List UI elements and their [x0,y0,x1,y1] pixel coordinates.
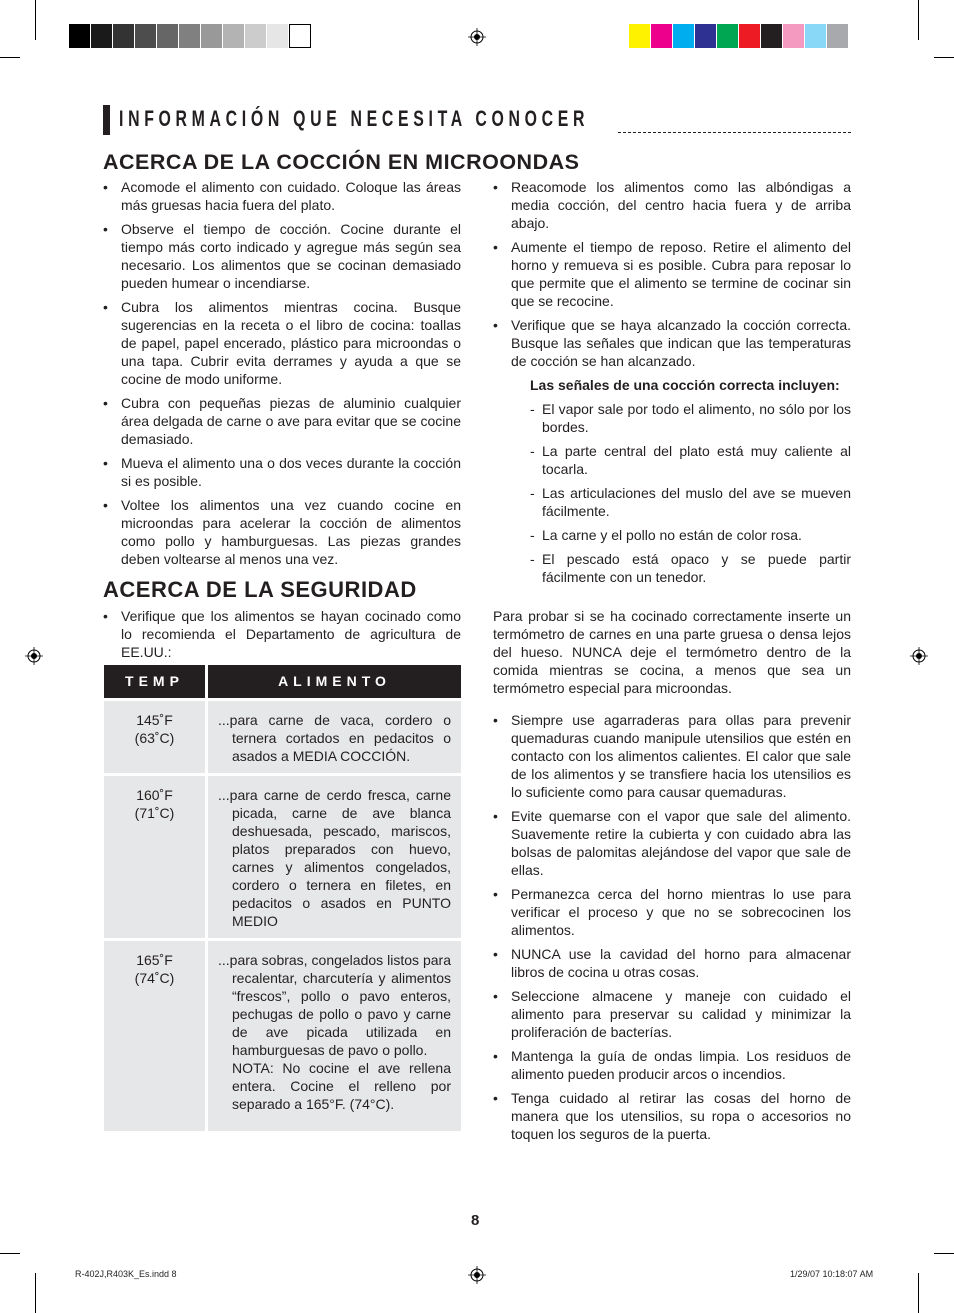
color-swatch [761,24,783,48]
registration-mark-icon [468,28,486,46]
color-swatch [201,24,223,48]
list-item: • Evite quemarse con el vapor que sale del alimento. Suavemente retire la cubierta y con cuidado abra las bolsas de palomitas alejándose del vapor que sale de ellas. [493,807,851,879]
header-bar [103,105,110,135]
list-item: • Tenga cuidado al retirar las cosas del horno de manera que los utensilios, su ropa o accesorios no toquen los seguros de la puerta. [493,1089,851,1143]
temp-celsius: (74˚C) [134,970,175,986]
color-swatch [739,24,761,48]
food-description: ...para carne de cerdo fresca, carne picada, carne de ave blanca deshuesada, pescado, mariscos, platos preparados con huevo, carnes y alimentos congelados, cordero o ternera en filetes, en pedacitos o asados en PUNTO MEDIO [218,787,451,929]
timestamp: 1/29/07 10:18:07 AM [790,1269,874,1279]
table-row [104,941,461,1131]
color-swatch [135,24,157,48]
color-swatch [673,24,695,48]
table-row [104,776,461,938]
crop-mark [0,1253,20,1254]
temperature-cell [104,776,205,938]
section-title: INFORMACIÓN QUE NECESITA CONOCER [119,106,590,131]
file-slug: R-402J,R403K_Es.indd 8 [75,1269,177,1279]
crop-mark [35,0,36,40]
temperature-cell [104,941,205,1131]
color-swatch [827,24,849,48]
crop-mark [918,1273,919,1313]
color-swatch [113,24,135,48]
food-description: ...para sobras, congelados listos para recalentar, charcutería y alimentos “frescos”, pollo o pavo enteros, pechugas de pollo o pavo y carne de ave picada utilizada en hamburguesas de pavo o pollo. [218,952,451,1058]
process-color-bar [629,24,849,48]
color-swatch [651,24,673,48]
color-swatch [157,24,179,48]
food-description: ...para carne de vaca, cordero o ternera cortados en pedacitos o asados a MEDIA COCCIÓN. [218,712,451,764]
list-item: - La carne y el pollo no están de color rosa. [530,526,851,544]
cooking-right-column [493,178,851,592]
color-swatch [91,24,113,48]
list-item: • Aumente el tiempo de reposo. Retire el alimento del horno y remueva si es posible. Cubra para reposar lo que permite que el alimento se termine de cocinar sin que se recocine. [493,238,851,310]
list-item: • Cubra los alimentos mientras cocina. Busque sugerencias en la receta o el libro de cocina: toallas de papel, papel encerado, plástico para microondas o una tapa. Cubrir evita derrames y ayuda a que se cocine de modo uniforme. [103,298,461,388]
food-cell [205,701,461,773]
color-swatch [717,24,739,48]
cooking-left-column [103,178,461,574]
food-note: NOTA: No cocine el ave rellena entera. Cocine el relleno por separado a 165°F. (74°C). [232,1060,451,1112]
list-item: - El pescado está opaco y se puede partir fácilmente con un tenedor. [530,550,851,586]
list-item: • Siempre use agarraderas para ollas para prevenir quemaduras cuando manipule utensilios que estén en contacto con los alimentos calientes. El calor que sale de los alimentos y se transfiere hacia los utensilios es lo suficiente como para causar quemaduras. [493,711,851,801]
list-item: • Permanezca cerca del horno mientras lo use para verificar el proceso y que no se sobrecocinen los alimentos. [493,885,851,939]
list-item: • Cubra con pequeñas piezas de aluminio cualquier área delgada de carne o ave para evitar que se cocine demasiado. [103,394,461,448]
signs-heading: Las señales de una cocción correcta incluyen: [530,377,840,393]
list-item: • Seleccione almacene y maneje con cuidado el alimento para preservar su calidad y minimizar la proliferación de bacterías. [493,987,851,1041]
thermometer-paragraph: Para probar si se ha cocinado correctamente inserte un termómetro de carnes en una parte gruesa o densa lejos del hueso. NUNCA deje el termómetro dentro de la comida mientras se cocina, a menos que sea un termómetro especial para microondas. [493,608,851,696]
color-swatch [179,24,201,48]
table-header-temp: TEMP [125,673,184,689]
temperature-table [104,665,461,1131]
registration-mark-icon [468,1266,486,1284]
color-swatch [245,24,267,48]
crop-mark [918,0,919,40]
cooking-heading: ACERCA DE LA COCCIÓN EN MICROONDAS [103,150,580,174]
list-item: • Mueva el alimento una o dos veces durante la cocción si es posible. [103,454,461,490]
color-swatch [629,24,651,48]
temperature-cell [104,701,205,773]
color-swatch [223,24,245,48]
color-swatch [267,24,289,48]
color-swatch [289,24,311,48]
list-item: • Reacomode los alimentos como las albóndigas a media cocción, del centro hacia fuera y de arriba abajo. [493,178,851,232]
table-header-food: ALIMENTO [205,665,461,698]
section-header [103,105,851,135]
registration-mark-icon [910,647,928,665]
list-item: • Observe el tiempo de cocción. Cocine durante el tiempo más corto indicado y agregue más según sea necesario. Los alimentos que se cocinan demasiado pueden humear o incendiarse. [103,220,461,292]
list-item: - Las articulaciones del muslo del ave se mueven fácilmente. [530,484,851,520]
crop-mark [934,57,954,58]
crop-mark [35,1273,36,1313]
crop-mark [0,57,20,58]
safety-left-column [103,607,461,667]
list-item: • Acomode el alimento con cuidado. Coloque las áreas más gruesas hacia fuera del plato. [103,178,461,214]
list-item: - La parte central del plato está muy caliente al tocarla. [530,442,851,478]
temp-fahrenheit: 145˚F [136,712,173,728]
table-row [104,701,461,773]
list-item: • Verifique que se haya alcanzado la cocción correcta. Busque las señales que indican que las temperaturas de cocción se han alcanzado. [493,316,851,370]
registration-mark-icon [25,647,43,665]
temp-celsius: (63˚C) [134,730,175,746]
header-dashed-rule [618,132,851,133]
safety-heading: ACERCA DE LA SEGURIDAD [103,577,417,602]
color-swatch [69,24,91,48]
temp-celsius: (71˚C) [134,805,175,821]
list-item: • Voltee los alimentos una vez cuando cocine en microondas para acelerar la cocción de alimentos como pollo y hamburguesas. Las piezas grandes deben voltearse al menos una vez. [103,496,461,568]
food-cell [205,941,461,1131]
grayscale-color-bar [69,24,311,48]
list-item: • Verifique que los alimentos se hayan cocinado como lo recomienda el Departamento de agricultura de EE.UU.: [103,607,461,661]
color-swatch [783,24,805,48]
safety-right-column [493,607,851,1149]
color-swatch [805,24,827,48]
temp-fahrenheit: 165˚F [136,952,173,968]
table-header [104,665,461,698]
color-swatch [695,24,717,48]
list-item: - El vapor sale por todo el alimento, no sólo por los bordes. [530,400,851,436]
list-item: • Mantenga la guía de ondas limpia. Los residuos de alimento pueden producir arcos o incendios. [493,1047,851,1083]
list-item: • NUNCA use la cavidad del horno para almacenar libros de cocina u otras cosas. [493,945,851,981]
page-number: 8 [471,1212,480,1229]
temp-fahrenheit: 160˚F [136,787,173,803]
crop-mark [934,1253,954,1254]
food-cell [205,776,461,938]
